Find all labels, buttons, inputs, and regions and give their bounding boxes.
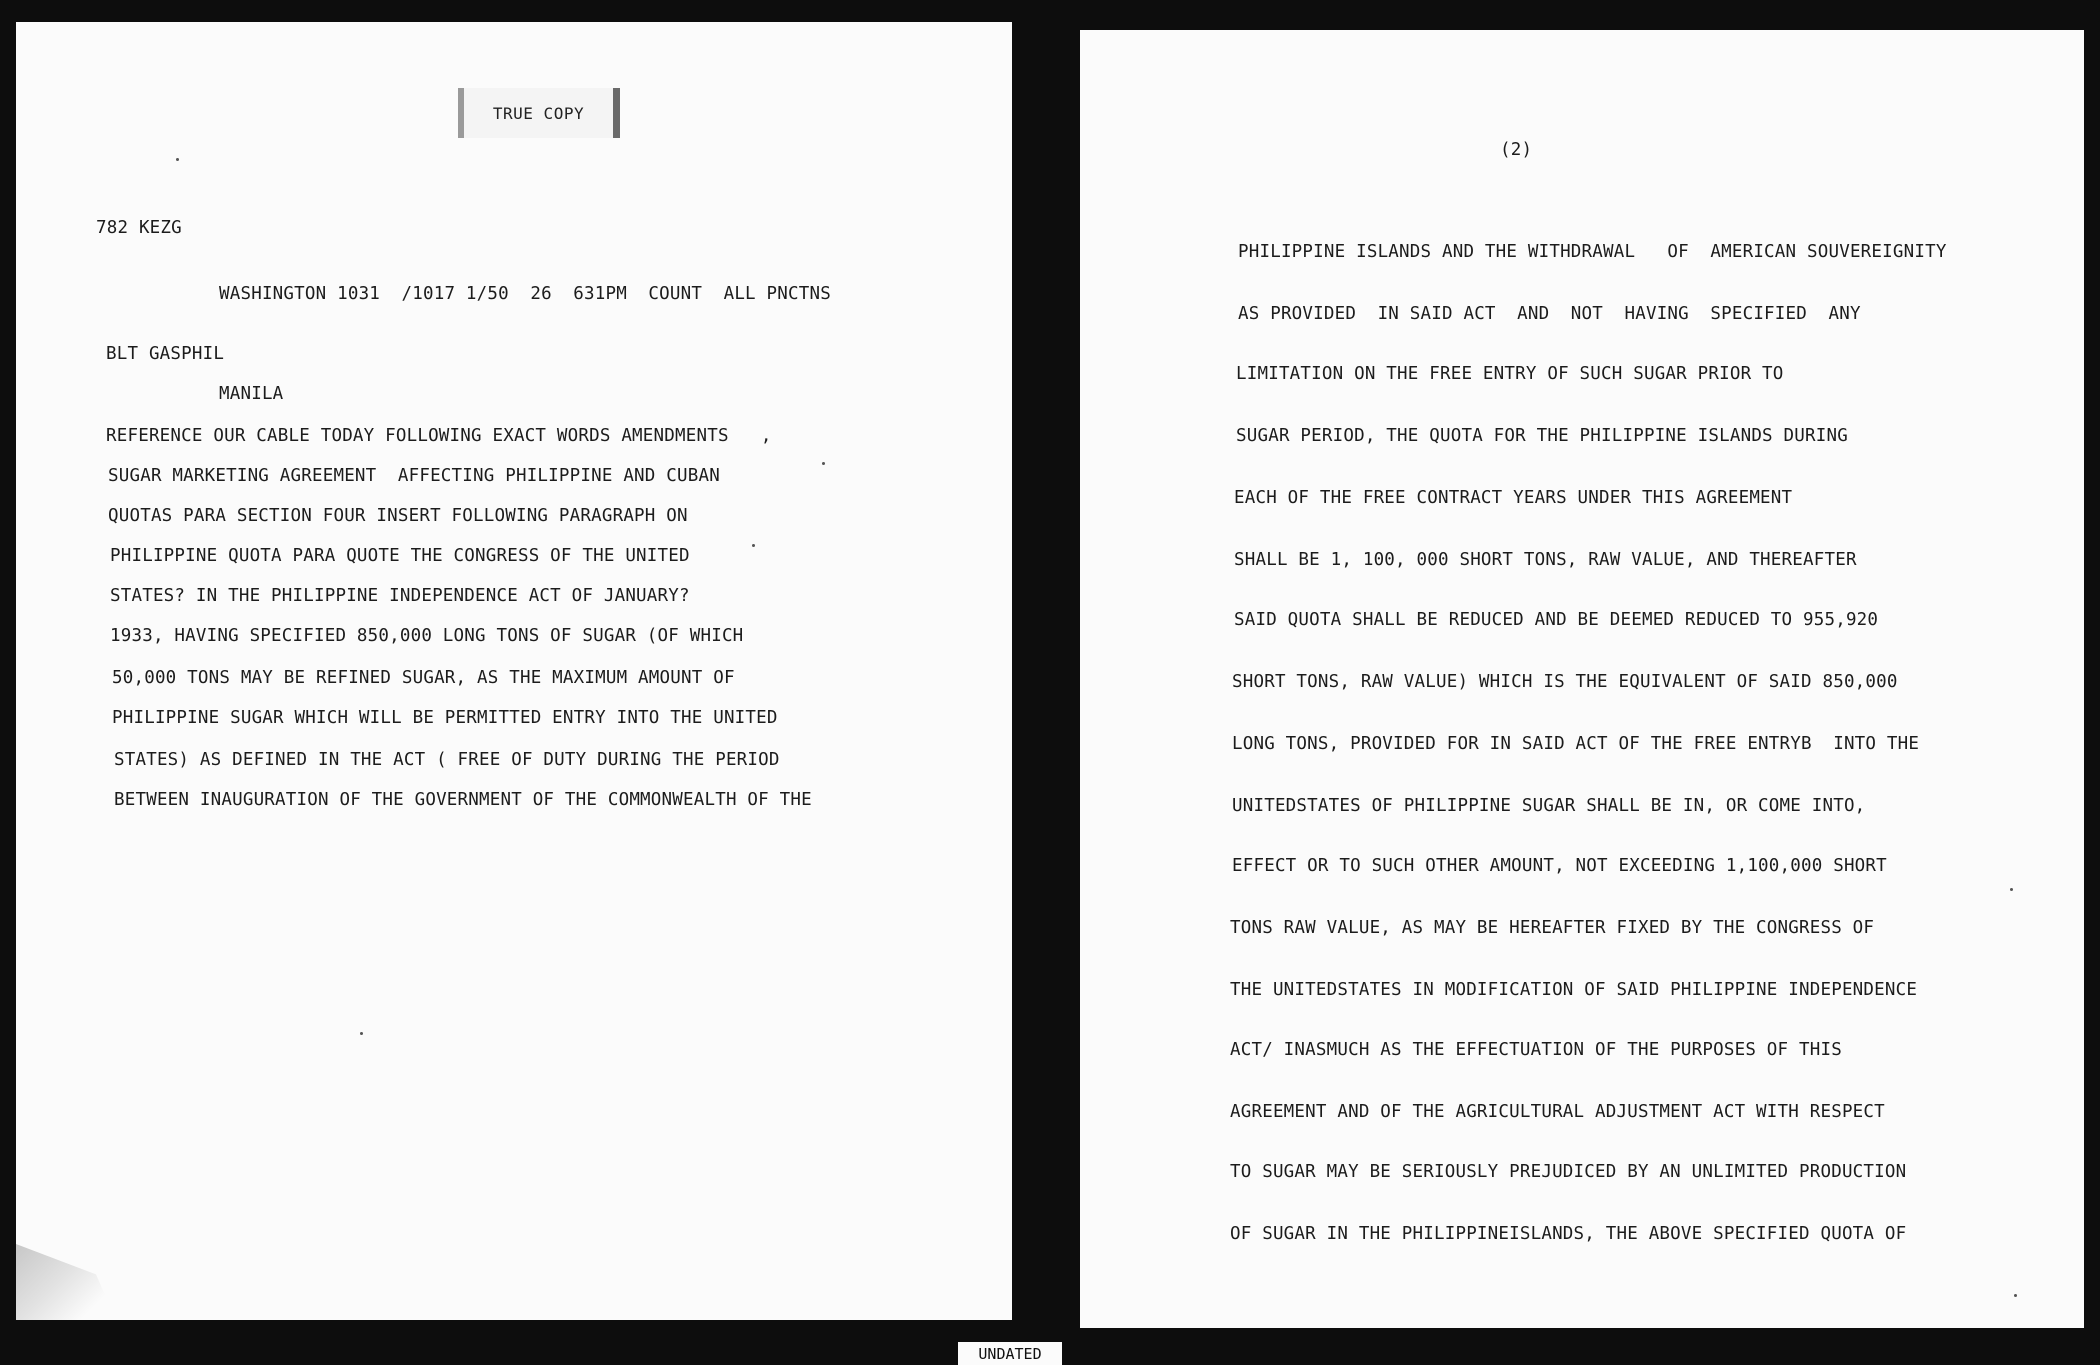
cable-header-line: WASHINGTON 1031 /1017 1/50 26 631PM COUNT ALL PNCTNS — [219, 284, 831, 304]
body-line: EACH OF THE FREE CONTRACT YEARS UNDER THIS AGREEMENT — [1234, 488, 1793, 508]
body-line: STATES) AS DEFINED IN THE ACT ( FREE OF DUTY DURING THE PERIOD — [114, 750, 780, 770]
body-line: LIMITATION ON THE FREE ENTRY OF SUCH SUGAR PRIOR TO — [1236, 364, 1784, 384]
paper-speck — [2010, 888, 2013, 891]
right-document-page — [1080, 30, 2084, 1328]
body-line: 50,000 TONS MAY BE REFINED SUGAR, AS THE MAXIMUM AMOUNT OF — [112, 668, 735, 688]
body-line: UNITEDSTATES OF PHILIPPINE SUGAR SHALL BE IN, OR COME INTO, — [1232, 796, 1866, 816]
left-document-page — [16, 22, 1012, 1320]
page-curl — [16, 1244, 116, 1320]
body-line: PHILIPPINE ISLANDS AND THE WITHDRAWAL OF AMERICAN SOUVEREIGNITY — [1238, 242, 1947, 262]
body-line: AS PROVIDED IN SAID ACT AND NOT HAVING SPECIFIED ANY — [1238, 304, 1861, 324]
paper-speck — [822, 462, 825, 465]
stamp-label: TRUE COPY — [492, 103, 585, 123]
body-line: THE UNITEDSTATES IN MODIFICATION OF SAID PHILIPPINE INDEPENDENCE — [1230, 980, 1918, 1000]
body-line: PHILIPPINE SUGAR WHICH WILL BE PERMITTED ENTRY INTO THE UNITED — [112, 708, 778, 728]
body-line: 1933, HAVING SPECIFIED 850,000 LONG TONS OF SUGAR (OF WHICH — [110, 626, 744, 646]
body-line: TO SUGAR MAY BE SERIOUSLY PREJUDICED BY AN UNLIMITED PRODUCTION — [1230, 1162, 1907, 1182]
body-line: SAID QUOTA SHALL BE REDUCED AND BE DEEMED REDUCED TO 955,920 — [1234, 610, 1879, 630]
body-line: TONS RAW VALUE, AS MAY BE HEREAFTER FIXED BY THE CONGRESS OF — [1230, 918, 1875, 938]
body-line: EFFECT OR TO SUCH OTHER AMOUNT, NOT EXCEEDING 1,100,000 SHORT — [1232, 856, 1887, 876]
paper-speck — [2014, 1294, 2017, 1297]
body-line: SUGAR MARKETING AGREEMENT AFFECTING PHILIPPINE AND CUBAN — [108, 466, 720, 486]
paper-speck — [176, 158, 179, 161]
body-line: LONG TONS, PROVIDED FOR IN SAID ACT OF THE FREE ENTRYB INTO THE — [1232, 734, 1920, 754]
paper-speck — [360, 1032, 363, 1035]
body-line: SHALL BE 1, 100, 000 SHORT TONS, RAW VALUE, AND THEREAFTER — [1234, 550, 1857, 570]
body-line: ACT/ INASMUCH AS THE EFFECTUATION OF THE PURPOSES OF THIS — [1230, 1040, 1842, 1060]
body-line: OF SUGAR IN THE PHILIPPINEISLANDS, THE ABOVE SPECIFIED QUOTA OF — [1230, 1224, 1907, 1244]
paper-speck — [752, 544, 755, 547]
undated-label: UNDATED — [958, 1342, 1062, 1365]
body-line: SUGAR PERIOD, THE QUOTA FOR THE PHILIPPINE ISLANDS DURING — [1236, 426, 1848, 446]
true-copy-stamp — [458, 88, 620, 138]
body-line: SHORT TONS, RAW VALUE) WHICH IS THE EQUIVALENT OF SAID 850,000 — [1232, 672, 1898, 692]
cable-reference-line: 782 KEZG — [96, 218, 182, 238]
body-line: STATES? IN THE PHILIPPINE INDEPENDENCE ACT OF JANUARY? — [110, 586, 690, 606]
body-line: PHILIPPINE QUOTA PARA QUOTE THE CONGRESS OF THE UNITED — [110, 546, 690, 566]
body-line: AGREEMENT AND OF THE AGRICULTURAL ADJUSTMENT ACT WITH RESPECT — [1230, 1102, 1885, 1122]
page-number: (2) — [1500, 140, 1533, 160]
addressee-line: BLT GASPHIL — [106, 344, 225, 364]
body-line: REFERENCE OUR CABLE TODAY FOLLOWING EXACT WORDS AMENDMENTS , — [106, 426, 772, 446]
destination-line: MANILA — [219, 384, 284, 404]
body-line: BETWEEN INAUGURATION OF THE GOVERNMENT OF THE COMMONWEALTH OF THE — [114, 790, 812, 810]
body-line: QUOTAS PARA SECTION FOUR INSERT FOLLOWING PARAGRAPH ON — [108, 506, 688, 526]
